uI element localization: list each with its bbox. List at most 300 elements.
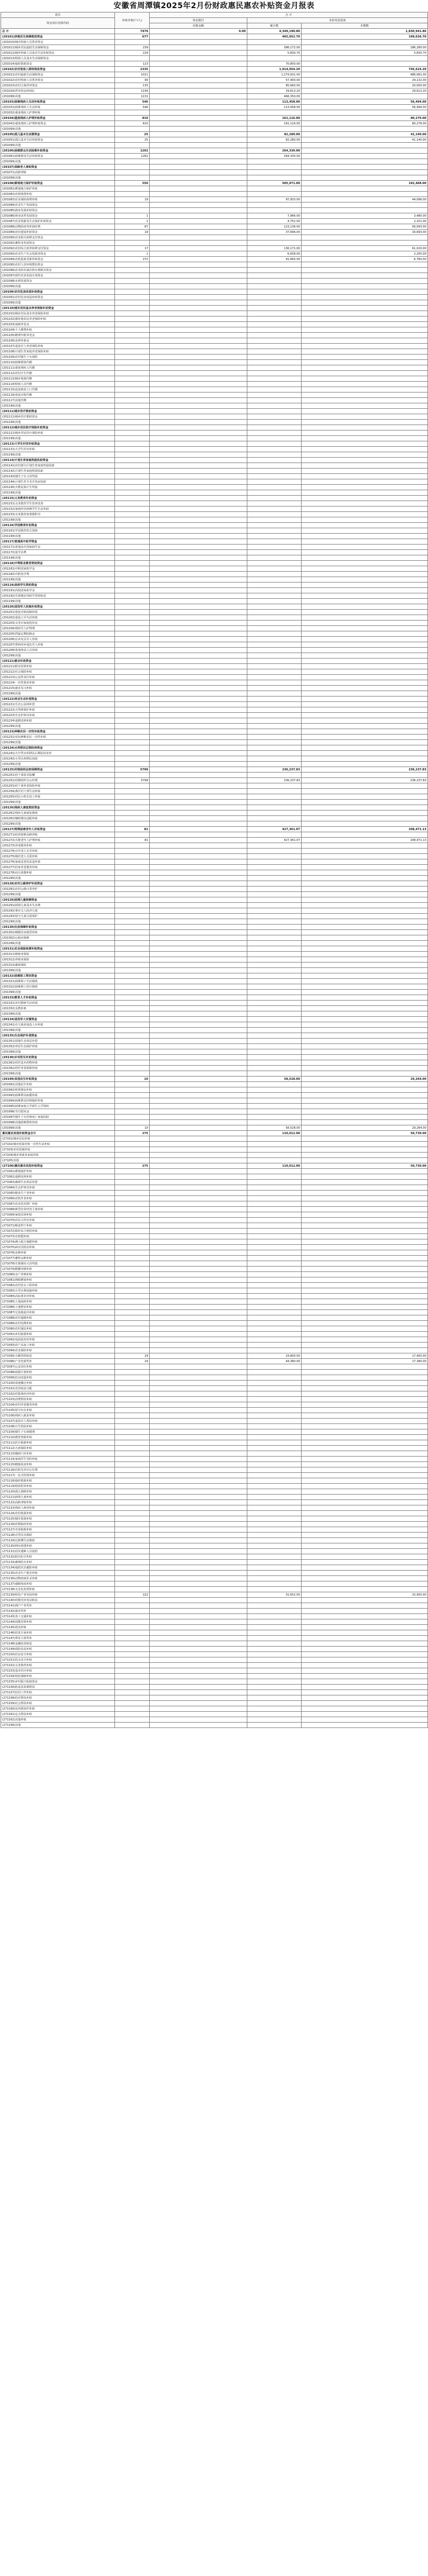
- planned-cell: [150, 1484, 247, 1489]
- planned-cell: [150, 1511, 247, 1516]
- current-cell: [302, 1326, 428, 1332]
- item-name-cell: (201231)实际种粮农民一次性补贴: [1, 735, 115, 740]
- actual-cell: [247, 561, 302, 566]
- current-cell: [302, 691, 428, 697]
- item-name-cell: (201099)其他: [1, 94, 115, 99]
- current-cell: [302, 908, 428, 914]
- current-cell: [302, 659, 428, 664]
- table-row: [1, 387, 428, 393]
- category-row: [1, 881, 428, 887]
- current-cell: [302, 1565, 428, 1571]
- item-name-cell: (201143)独生子女父母奖励: [1, 474, 115, 479]
- item-name-cell: (20125)村级组织运转保障资金: [1, 767, 115, 773]
- table-row: [1, 327, 428, 333]
- current-cell: [302, 870, 428, 876]
- households-cell: [115, 697, 150, 702]
- households-cell: 1: [115, 251, 150, 257]
- current-cell: [302, 1283, 428, 1288]
- item-name-cell: (201199)其他: [1, 517, 115, 523]
- item-name-cell: (201099)其他: [1, 175, 115, 181]
- actual-cell: [247, 1424, 302, 1429]
- table-row: [1, 794, 428, 800]
- table-row: [1, 1305, 428, 1310]
- table-row: [1, 311, 428, 317]
- actual-cell: [247, 697, 302, 702]
- current-cell: [302, 925, 428, 930]
- table-row: [1, 1500, 428, 1505]
- item-name-cell: (271087)宅基地退出补贴: [1, 1310, 115, 1315]
- actual-cell: [247, 376, 302, 382]
- households-cell: [115, 859, 150, 865]
- actual-cell: [247, 1337, 302, 1343]
- current-cell: 80,276.00: [302, 116, 428, 121]
- table-row: [1, 1446, 428, 1451]
- item-name-cell: (201215)就业见习补贴: [1, 686, 115, 691]
- item-name-cell: (201093)农业生产社会化服务资金: [1, 251, 115, 257]
- planned-cell: [150, 773, 247, 778]
- current-cell: [302, 1549, 428, 1554]
- households-cell: [115, 1668, 150, 1674]
- actual-cell: [247, 403, 302, 409]
- households-cell: [115, 599, 150, 604]
- households-cell: [115, 1017, 150, 1022]
- current-cell: [302, 887, 428, 892]
- item-name-cell: (201199)其他: [1, 599, 115, 604]
- current-cell: [302, 1229, 428, 1234]
- actual-cell: [247, 925, 302, 930]
- table-row: [1, 1619, 428, 1625]
- actual-cell: [247, 751, 302, 756]
- actual-cell: [247, 387, 302, 393]
- actual-cell: [247, 1196, 302, 1201]
- item-name-cell: (201222)天然林保护补助: [1, 707, 115, 713]
- current-cell: [302, 621, 428, 626]
- households-cell: [115, 1011, 150, 1017]
- current-cell: [302, 289, 428, 295]
- households-cell: [115, 691, 150, 697]
- table-row: [1, 832, 428, 838]
- table-header: [1, 12, 428, 29]
- current-cell: [302, 1147, 428, 1153]
- planned-cell: [150, 849, 247, 854]
- current-cell: [302, 1098, 428, 1104]
- planned-cell: [150, 876, 247, 881]
- item-name-cell: (20133)教育人才补贴资金: [1, 995, 115, 1001]
- actual-cell: [247, 659, 302, 664]
- planned-cell: [150, 707, 247, 713]
- actual-cell: [247, 1695, 302, 1701]
- planned-cell: [150, 1435, 247, 1440]
- actual-cell: [247, 1370, 302, 1375]
- current-cell: 186,280.00: [302, 45, 428, 50]
- actual-cell: [247, 420, 302, 425]
- item-name-cell: (201272)失能老年人护理补贴: [1, 838, 115, 843]
- planned-cell: [150, 1641, 247, 1647]
- item-name-cell: (201171)普通高中国家助学金: [1, 545, 115, 550]
- actual-cell: [247, 1560, 302, 1565]
- item-name-cell: (20103)困难残疾人生活补贴资金: [1, 99, 115, 105]
- item-name-cell: (271123)残疾人两项补贴: [1, 1505, 115, 1511]
- households-cell: [115, 1505, 150, 1511]
- households-cell: [115, 1701, 150, 1706]
- item-name-cell: (20127)特殊困难老年人补贴资金: [1, 827, 115, 832]
- item-name-cell: (201161)学前教育幼儿资助: [1, 528, 115, 534]
- planned-cell: [150, 338, 247, 344]
- actual-cell: 136,171.00: [247, 246, 302, 251]
- table-row: [1, 208, 428, 213]
- header-households: 补贴对象(户/人): [115, 12, 150, 29]
- current-cell: [302, 1239, 428, 1245]
- planned-cell: [150, 317, 247, 322]
- table-row: [1, 811, 428, 816]
- planned-cell: [150, 382, 247, 387]
- item-name-cell: (201091)农村危房改造补助资金: [1, 295, 115, 300]
- item-name-cell: (271143)务工交通补贴: [1, 1614, 115, 1619]
- households-cell: [115, 1087, 150, 1093]
- item-name-cell: (20122)林业生态补偿资金: [1, 697, 115, 702]
- planned-cell: [150, 794, 247, 800]
- actual-cell: [247, 599, 302, 604]
- actual-cell: [247, 800, 302, 805]
- table-row: [1, 393, 428, 398]
- actual-cell: [247, 523, 302, 528]
- actual-cell: [247, 1136, 302, 1142]
- planned-cell: [150, 1381, 247, 1386]
- actual-cell: [247, 1272, 302, 1277]
- item-name-cell: (201299)其他: [1, 691, 115, 697]
- planned-cell: [150, 1082, 247, 1087]
- current-cell: [302, 892, 428, 897]
- households-cell: [115, 1386, 150, 1391]
- item-name-cell: (201994)困难群众价格临时补贴: [1, 1098, 115, 1104]
- actual-cell: [247, 1001, 302, 1006]
- current-cell: [302, 447, 428, 452]
- current-cell: [302, 1429, 428, 1435]
- table-row: [1, 691, 428, 697]
- current-cell: 2,101.00: [302, 219, 428, 224]
- item-name-cell: (271084)高标准农田补贴: [1, 1294, 115, 1299]
- households-cell: [115, 1093, 150, 1098]
- table-row: [1, 1229, 428, 1234]
- households-cell: [115, 1495, 150, 1500]
- actual-cell: [247, 631, 302, 637]
- households-cell: [115, 1478, 150, 1484]
- table-row: [1, 1082, 428, 1087]
- actual-cell: [247, 621, 302, 626]
- planned-cell: [150, 1457, 247, 1462]
- planned-cell: [150, 854, 247, 859]
- category-row: [1, 946, 428, 952]
- table-row: [1, 816, 428, 821]
- actual-cell: [247, 870, 302, 876]
- households-cell: [115, 170, 150, 175]
- households-cell: [115, 1098, 150, 1104]
- actual-cell: [247, 1576, 302, 1581]
- households-cell: [115, 447, 150, 452]
- actual-cell: [247, 702, 302, 707]
- table-body: [1, 29, 428, 1728]
- actual-cell: [247, 1723, 302, 1728]
- item-name-cell: (201199)其他: [1, 436, 115, 441]
- households-cell: [115, 1565, 150, 1571]
- current-cell: [302, 1473, 428, 1478]
- current-cell: [302, 349, 428, 355]
- current-cell: [302, 615, 428, 621]
- current-cell: [302, 1207, 428, 1212]
- item-name-cell: (201278)社区助餐补贴: [1, 870, 115, 876]
- households-cell: [115, 240, 150, 246]
- item-name-cell: (271086)土地整治补贴: [1, 1305, 115, 1310]
- households-cell: [115, 306, 150, 311]
- planned-cell: [150, 175, 247, 181]
- households-cell: [115, 1201, 150, 1207]
- report-title: 安徽省周潭镇2025年2月份财政惠民惠农补贴资金月报表: [113, 2, 315, 10]
- households-cell: [115, 355, 150, 360]
- table-row: [1, 963, 428, 968]
- item-name-cell: (201993)困难群众取暖补贴: [1, 1093, 115, 1098]
- table-row: [1, 338, 428, 344]
- planned-cell: [150, 1234, 247, 1239]
- item-name-cell: (201252)村级组织办公经费: [1, 778, 115, 783]
- item-name-cell: (201205)烈属定期抚恤金: [1, 631, 115, 637]
- planned-cell: [150, 159, 247, 164]
- households-cell: [115, 615, 150, 621]
- actual-cell: [247, 653, 302, 659]
- item-name-cell: (271106)残疾人就业补贴: [1, 1413, 115, 1419]
- households-cell: [115, 192, 150, 197]
- item-name-cell: (271126)价格临时补贴: [1, 1522, 115, 1527]
- current-cell: [302, 664, 428, 669]
- current-cell: 236,237.83: [302, 767, 428, 773]
- households-cell: [115, 1381, 150, 1386]
- item-name-cell: (271096)产业发展奖补: [1, 1359, 115, 1364]
- households-cell: [115, 1413, 150, 1419]
- item-name-cell: (271140)村级光伏电站收益: [1, 1598, 115, 1603]
- table-row: [1, 273, 428, 279]
- households-cell: 810: [115, 121, 150, 126]
- current-cell: [302, 550, 428, 555]
- item-name-cell: (201098)水利发展资金: [1, 279, 115, 284]
- households-cell: [115, 1647, 150, 1652]
- current-cell: [302, 800, 428, 805]
- planned-cell: [150, 126, 247, 132]
- actual-cell: 113,458.00: [247, 99, 302, 105]
- planned-cell: [150, 1174, 247, 1180]
- planned-cell: [150, 843, 247, 849]
- current-cell: [302, 1522, 428, 1527]
- households-cell: [115, 1685, 150, 1690]
- planned-cell: [150, 1402, 247, 1408]
- actual-cell: [247, 724, 302, 729]
- item-name-cell: (201114)特困人员代缴: [1, 382, 115, 387]
- current-cell: [302, 1267, 428, 1272]
- item-name-cell: (201153)义务教育免费教科书: [1, 512, 115, 517]
- category-row: [1, 99, 428, 105]
- actual-cell: [247, 1636, 302, 1641]
- current-cell: [302, 811, 428, 816]
- current-cell: [302, 143, 428, 148]
- actual-cell: [247, 941, 302, 946]
- planned-cell: [150, 1180, 247, 1185]
- current-cell: [302, 946, 428, 952]
- item-name-cell: (201099)其他: [1, 284, 115, 289]
- table-row: [1, 1478, 428, 1484]
- households-cell: [115, 1136, 150, 1142]
- current-cell: [302, 273, 428, 279]
- planned-cell: [150, 148, 247, 154]
- planned-cell: [150, 610, 247, 615]
- households-cell: [115, 604, 150, 610]
- planned-cell: [150, 1229, 247, 1234]
- category-row: [1, 827, 428, 832]
- table-row: [1, 1397, 428, 1402]
- actual-cell: [247, 1413, 302, 1419]
- table-row: [1, 892, 428, 897]
- actual-cell: [247, 338, 302, 344]
- actual-cell: [247, 414, 302, 420]
- current-cell: [302, 919, 428, 925]
- planned-cell: [150, 110, 247, 116]
- table-row: [1, 213, 428, 219]
- planned-cell: [150, 1017, 247, 1022]
- table-row: [1, 170, 428, 175]
- category-row: [1, 697, 428, 702]
- households-cell: [115, 946, 150, 952]
- table-row: [1, 1609, 428, 1614]
- households-cell: [115, 756, 150, 762]
- item-name-cell: (271081)渔船燃油补贴: [1, 1277, 115, 1283]
- item-name-cell: (271104)农村养老服务补贴: [1, 1402, 115, 1408]
- actual-cell: [247, 637, 302, 642]
- planned-cell: [150, 479, 247, 485]
- households-cell: [115, 686, 150, 691]
- current-cell: [302, 1386, 428, 1391]
- current-cell: [302, 344, 428, 349]
- header-project: 项目: [1, 12, 115, 18]
- households-cell: 81: [115, 838, 150, 843]
- actual-cell: [247, 1109, 302, 1115]
- current-cell: [302, 979, 428, 984]
- item-name-cell: (271065)粮食生产者补贴: [1, 1191, 115, 1196]
- households-cell: [115, 1636, 150, 1641]
- item-name-cell: (201084)农业生产发展资金: [1, 202, 115, 208]
- table-row: [1, 762, 428, 767]
- current-cell: [302, 534, 428, 539]
- actual-cell: [247, 1625, 302, 1630]
- actual-cell: [247, 355, 302, 360]
- current-cell: 56,093.00: [302, 224, 428, 230]
- households-cell: [115, 126, 150, 132]
- households-cell: [115, 588, 150, 593]
- planned-cell: [150, 1706, 247, 1712]
- households-cell: [115, 1489, 150, 1495]
- planned-cell: [150, 425, 247, 431]
- item-name-cell: (201095)农村人居环境整治资金: [1, 262, 115, 268]
- planned-cell: [150, 1087, 247, 1093]
- actual-cell: [247, 1060, 302, 1066]
- current-cell: 29,264.00: [302, 1077, 428, 1082]
- item-name-cell: 惠民惠农其他补贴资金合计: [1, 1131, 115, 1136]
- current-cell: [302, 1636, 428, 1641]
- current-cell: [302, 1250, 428, 1256]
- actual-cell: 7,966.00: [247, 213, 302, 219]
- households-cell: [115, 626, 150, 631]
- households-cell: [115, 805, 150, 811]
- item-name-cell: (201181)中职国家助学金: [1, 566, 115, 572]
- current-cell: [302, 729, 428, 735]
- households-cell: [115, 523, 150, 528]
- actual-cell: [247, 615, 302, 621]
- actual-cell: [247, 1565, 302, 1571]
- planned-cell: [150, 1153, 247, 1158]
- current-cell: 20,000.00: [302, 83, 428, 88]
- table-row: [1, 914, 428, 919]
- households-cell: [115, 479, 150, 485]
- item-name-cell: (271115)健康扶贫补贴: [1, 1462, 115, 1467]
- actual-cell: [247, 919, 302, 925]
- table-row: [1, 984, 428, 990]
- planned-cell: [150, 240, 247, 246]
- planned-cell: [150, 1044, 247, 1049]
- actual-cell: [247, 1451, 302, 1457]
- planned-cell: [150, 284, 247, 289]
- item-name-cell: (201011)城乡居民最低生活保障资金: [1, 45, 115, 50]
- item-name-cell: (20199)其他民生补贴资金: [1, 1077, 115, 1082]
- current-cell: [302, 1044, 428, 1049]
- households-cell: 123: [115, 61, 150, 67]
- table-row: [1, 1109, 428, 1115]
- planned-cell: [150, 1066, 247, 1071]
- category-row: [1, 897, 428, 903]
- planned-cell: [150, 1413, 247, 1419]
- table-row: [1, 1630, 428, 1636]
- table-row: [1, 61, 428, 67]
- current-cell: [302, 1337, 428, 1343]
- households-cell: [115, 1185, 150, 1191]
- item-name-cell: (271091)乡村旅游补贴: [1, 1332, 115, 1337]
- table-row: [1, 88, 428, 94]
- planned-cell: [150, 1587, 247, 1592]
- item-name-cell: (271071)粮食烘干补贴: [1, 1223, 115, 1229]
- item-name-cell: (201023)农村五保供养资金: [1, 83, 115, 88]
- planned-cell: [150, 474, 247, 479]
- current-cell: 15,950.00: [302, 1592, 428, 1598]
- table-row: [1, 1560, 428, 1565]
- table-row: [1, 1060, 428, 1066]
- households-cell: [115, 490, 150, 496]
- item-name-cell: (271074)测土配方施肥补贴: [1, 1239, 115, 1245]
- table-row: [1, 1191, 428, 1196]
- current-cell: [302, 675, 428, 680]
- current-cell: 29,264.00: [302, 1125, 428, 1131]
- planned-cell: [150, 436, 247, 441]
- actual-cell: [247, 952, 302, 957]
- item-name-cell: (201115)返贫致贫人口代缴: [1, 387, 115, 393]
- item-name-cell: (201331)乡村教师生活补助: [1, 1001, 115, 1006]
- item-name-cell: (201262)辅助器具适配补贴: [1, 816, 115, 821]
- table-row: [1, 1087, 428, 1093]
- current-cell: [302, 463, 428, 469]
- current-cell: [302, 990, 428, 995]
- table-row: [1, 534, 428, 539]
- planned-cell: [150, 1679, 247, 1685]
- households-cell: [115, 284, 150, 289]
- item-name-cell: (20101)涉税民生保障救助资金: [1, 34, 115, 40]
- current-cell: [302, 1212, 428, 1218]
- actual-cell: 113,458.00: [247, 105, 302, 110]
- current-cell: [302, 1712, 428, 1717]
- item-name-cell: (201086)林业改革发展资金: [1, 213, 115, 219]
